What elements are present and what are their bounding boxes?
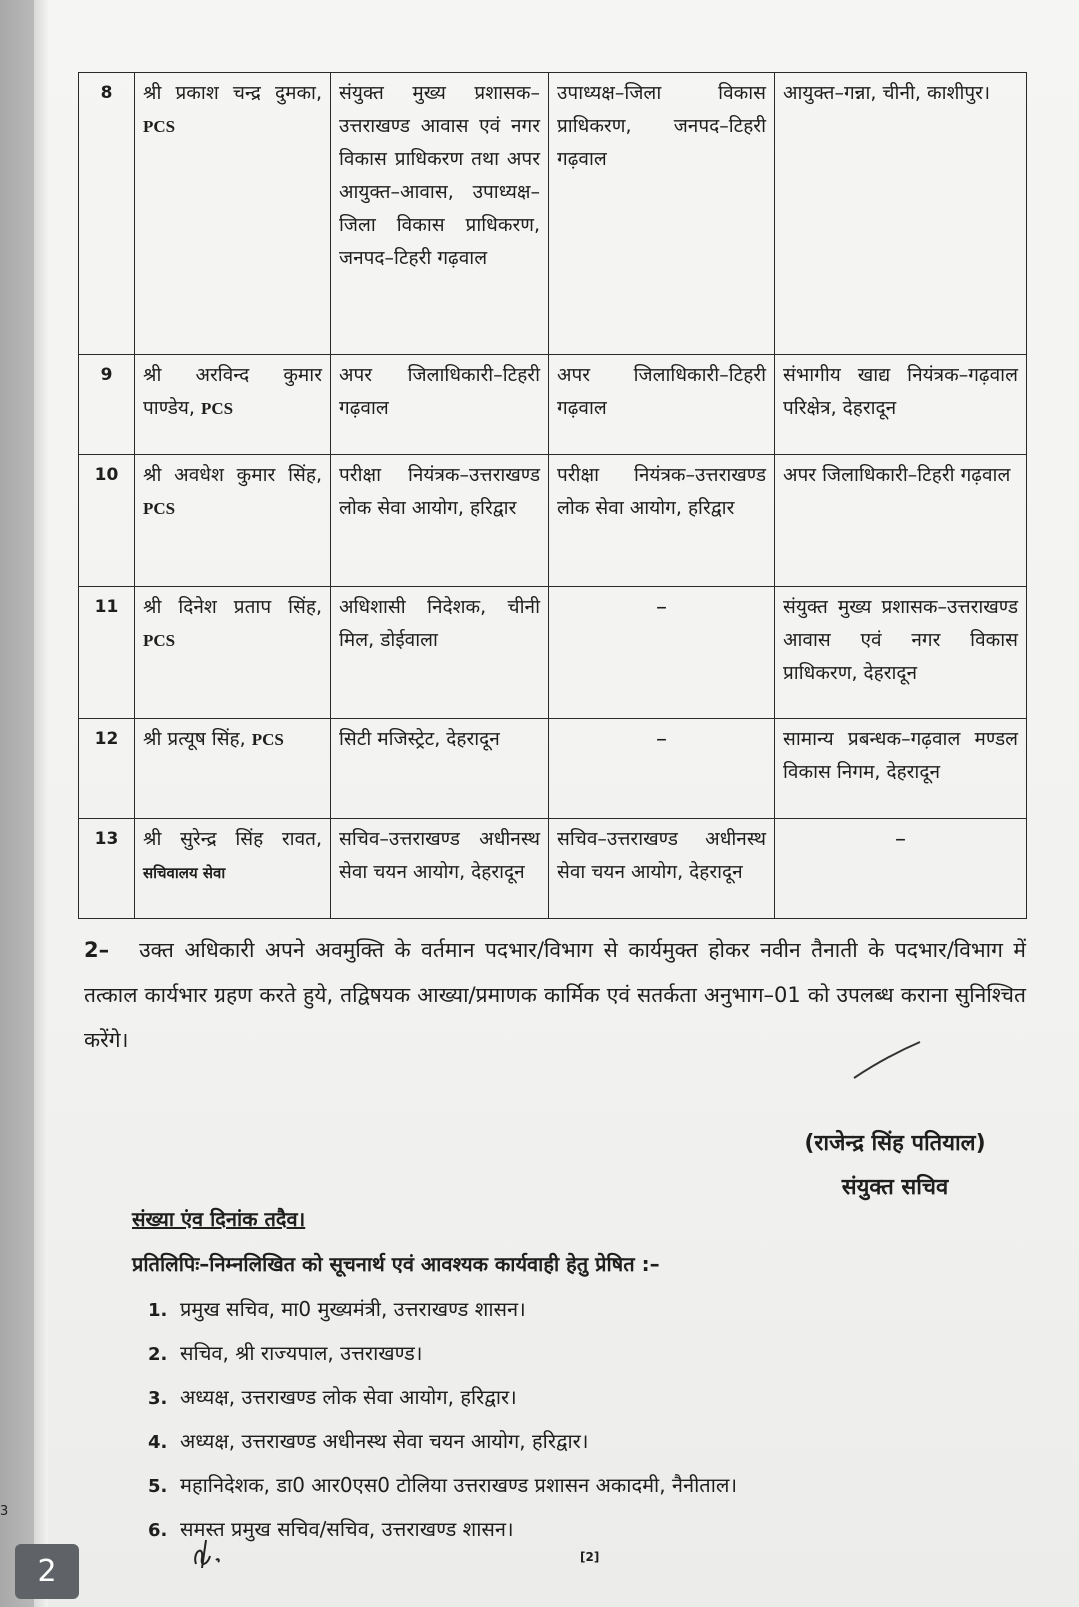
item-number: 3. bbox=[148, 1388, 168, 1409]
table-row bbox=[79, 587, 1027, 719]
current-post: अपर जिलाधिकारी–टिहरी गढ़वाल bbox=[331, 355, 549, 455]
new-post: – bbox=[775, 819, 1027, 919]
relieved-post: – bbox=[549, 719, 775, 819]
officer-name-cell bbox=[135, 819, 331, 919]
current-post: अधिशासी निदेशक, चीनी मिल, डोईवाला bbox=[331, 587, 549, 719]
copy-to-heading: प्रतिलिपिः–निम्नलिखित को सूचनार्थ एवं आवश्यक कार्यवाही हेतु प्रेषित :– bbox=[132, 1252, 660, 1276]
relieved-post: अपर जिलाधिकारी–टिहरी गढ़वाल bbox=[549, 355, 775, 455]
item-number: 4. bbox=[148, 1432, 168, 1453]
item-text: अध्यक्ष, उत्तराखण्ड अधीनस्थ सेवा चयन आयोग, हरिद्वार। bbox=[180, 1429, 589, 1453]
table-row bbox=[79, 819, 1027, 919]
officer-cadre: PCS bbox=[201, 399, 234, 418]
item-number: 5. bbox=[148, 1476, 168, 1497]
item-number: 1. bbox=[148, 1300, 168, 1321]
margin-digit: 3 bbox=[0, 1504, 9, 1519]
officer-name-cell bbox=[135, 73, 331, 355]
list-item bbox=[148, 1288, 1028, 1332]
officer-name: श्री सुरेन्द्र सिंह रावत, bbox=[143, 828, 322, 850]
current-post: संयुक्त मुख्य प्रशासक–उत्तराखण्ड आवास एवं नगर विकास प्राधिकरण तथा अपर आयुक्त–आवास, उपाध्यक्ष–जिला विकास प्राधिकरण, जनपद–टिहरी गढ़वाल bbox=[331, 73, 549, 355]
new-post: अपर जिलाधिकारी–टिहरी गढ़वाल bbox=[775, 455, 1027, 587]
signatory-name: (राजेन्द्र सिंह पतियाल) bbox=[804, 1131, 986, 1156]
viewer-page-badge[interactable]: 2 bbox=[15, 1544, 79, 1599]
page-edge bbox=[34, 0, 48, 1607]
row-number: 9 bbox=[79, 355, 135, 455]
item-text: अध्यक्ष, उत्तराखण्ड लोक सेवा आयोग, हरिद्वार। bbox=[180, 1385, 517, 1409]
officer-cadre: PCS bbox=[143, 117, 176, 136]
table-row bbox=[79, 719, 1027, 819]
new-post: आयुक्त–गन्ना, चीनी, काशीपुर। bbox=[775, 73, 1027, 355]
new-post: संयुक्त मुख्य प्रशासक–उत्तराखण्ड आवास एवं नगर विकास प्राधिकरण, देहरादून bbox=[775, 587, 1027, 719]
table-row bbox=[79, 355, 1027, 455]
officer-cadre: PCS bbox=[143, 631, 176, 650]
item-text: समस्त प्रमुख सचिव/सचिव, उत्तराखण्ड शासन। bbox=[180, 1517, 514, 1541]
current-post: परीक्षा नियंत्रक–उत्तराखण्ड लोक सेवा आयोग, हरिद्वार bbox=[331, 455, 549, 587]
signatory-designation: संयुक्त सचिव bbox=[841, 1175, 949, 1200]
reference-line: संख्या एंव दिनांक तदैव। bbox=[132, 1207, 306, 1231]
relieved-post: उपाध्यक्ष–जिला विकास प्राधिकरण, जनपद–टिहरी गढ़वाल bbox=[549, 73, 775, 355]
officer-name: श्री प्रकाश चन्द्र दुमका, bbox=[143, 82, 322, 104]
table-row bbox=[79, 73, 1027, 355]
row-number: 10 bbox=[79, 455, 135, 587]
new-post: संभागीय खाद्य नियंत्रक–गढ़वाल परिक्षेत्र, देहरादून bbox=[775, 355, 1027, 455]
signatory-block bbox=[760, 1122, 1030, 1210]
list-item bbox=[148, 1376, 1028, 1420]
officer-cadre: PCS bbox=[143, 499, 176, 518]
initials-signature bbox=[188, 1534, 238, 1574]
officer-name: श्री अरविन्द कुमार पाण्डेय, bbox=[143, 364, 322, 419]
list-item bbox=[148, 1420, 1028, 1464]
officer-name-cell bbox=[135, 455, 331, 587]
transfer-table bbox=[78, 72, 1027, 919]
officer-name: श्री अवधेश कुमार सिंह, bbox=[143, 464, 322, 486]
officer-cadre: सचिवालय सेवा bbox=[143, 864, 226, 882]
row-number: 13 bbox=[79, 819, 135, 919]
officer-name: श्री प्रत्यूष सिंह, bbox=[143, 728, 246, 750]
copy-to-list bbox=[148, 1288, 1028, 1552]
item-text: सचिव, श्री राज्यपाल, उत्तराखण्ड। bbox=[180, 1341, 423, 1365]
list-item bbox=[148, 1508, 1028, 1552]
item-number: 6. bbox=[148, 1520, 168, 1541]
relieved-post: – bbox=[549, 587, 775, 719]
relieved-post: परीक्षा नियंत्रक–उत्तराखण्ड लोक सेवा आयोग, हरिद्वार bbox=[549, 455, 775, 587]
officer-name-cell bbox=[135, 719, 331, 819]
current-post: सचिव–उत्तराखण्ड अधीनस्थ सेवा चयन आयोग, देहरादून bbox=[331, 819, 549, 919]
table-row bbox=[79, 455, 1027, 587]
current-post: सिटी मजिस्ट्रेट, देहरादून bbox=[331, 719, 549, 819]
item-text: महानिदेशक, डा0 आर0एस0 टोलिया उत्तराखण्ड प्रशासन अकादमी, नैनीताल। bbox=[180, 1473, 738, 1497]
item-text: प्रमुख सचिव, मा0 मुख्यमंत्री, उत्तराखण्ड शासन। bbox=[180, 1297, 526, 1321]
paragraph-number: 2– bbox=[84, 938, 110, 962]
officer-name-cell bbox=[135, 587, 331, 719]
row-number: 12 bbox=[79, 719, 135, 819]
list-item bbox=[148, 1464, 1028, 1508]
officer-name-cell bbox=[135, 355, 331, 455]
list-item bbox=[148, 1332, 1028, 1376]
row-number: 8 bbox=[79, 73, 135, 355]
relieved-post: सचिव–उत्तराखण्ड अधीनस्थ सेवा चयन आयोग, देहरादून bbox=[549, 819, 775, 919]
row-number: 11 bbox=[79, 587, 135, 719]
paragraph-text: उक्त अधिकारी अपने अवमुक्ति के वर्तमान पदभार/विभाग से कार्यमुक्त होकर नवीन तैनाती के पदभार/विभाग में तत्काल कार्यभार ग्रहण करते हुये, तद्विषयक आख्या/प्रमाणक कार्मिक एवं सतर्कता अनुभाग–01 को उपलब्ध कराना सुनिश्चित करेंगे। bbox=[84, 938, 1026, 1052]
page-number: [2] bbox=[580, 1550, 600, 1564]
signature-mark bbox=[852, 1040, 922, 1080]
new-post: सामान्य प्रबन्धक–गढ़वाल मण्डल विकास निगम, देहरादून bbox=[775, 719, 1027, 819]
item-number: 2. bbox=[148, 1344, 168, 1365]
officer-cadre: PCS bbox=[251, 730, 284, 749]
officer-name: श्री दिनेश प्रताप सिंह, bbox=[143, 596, 322, 618]
